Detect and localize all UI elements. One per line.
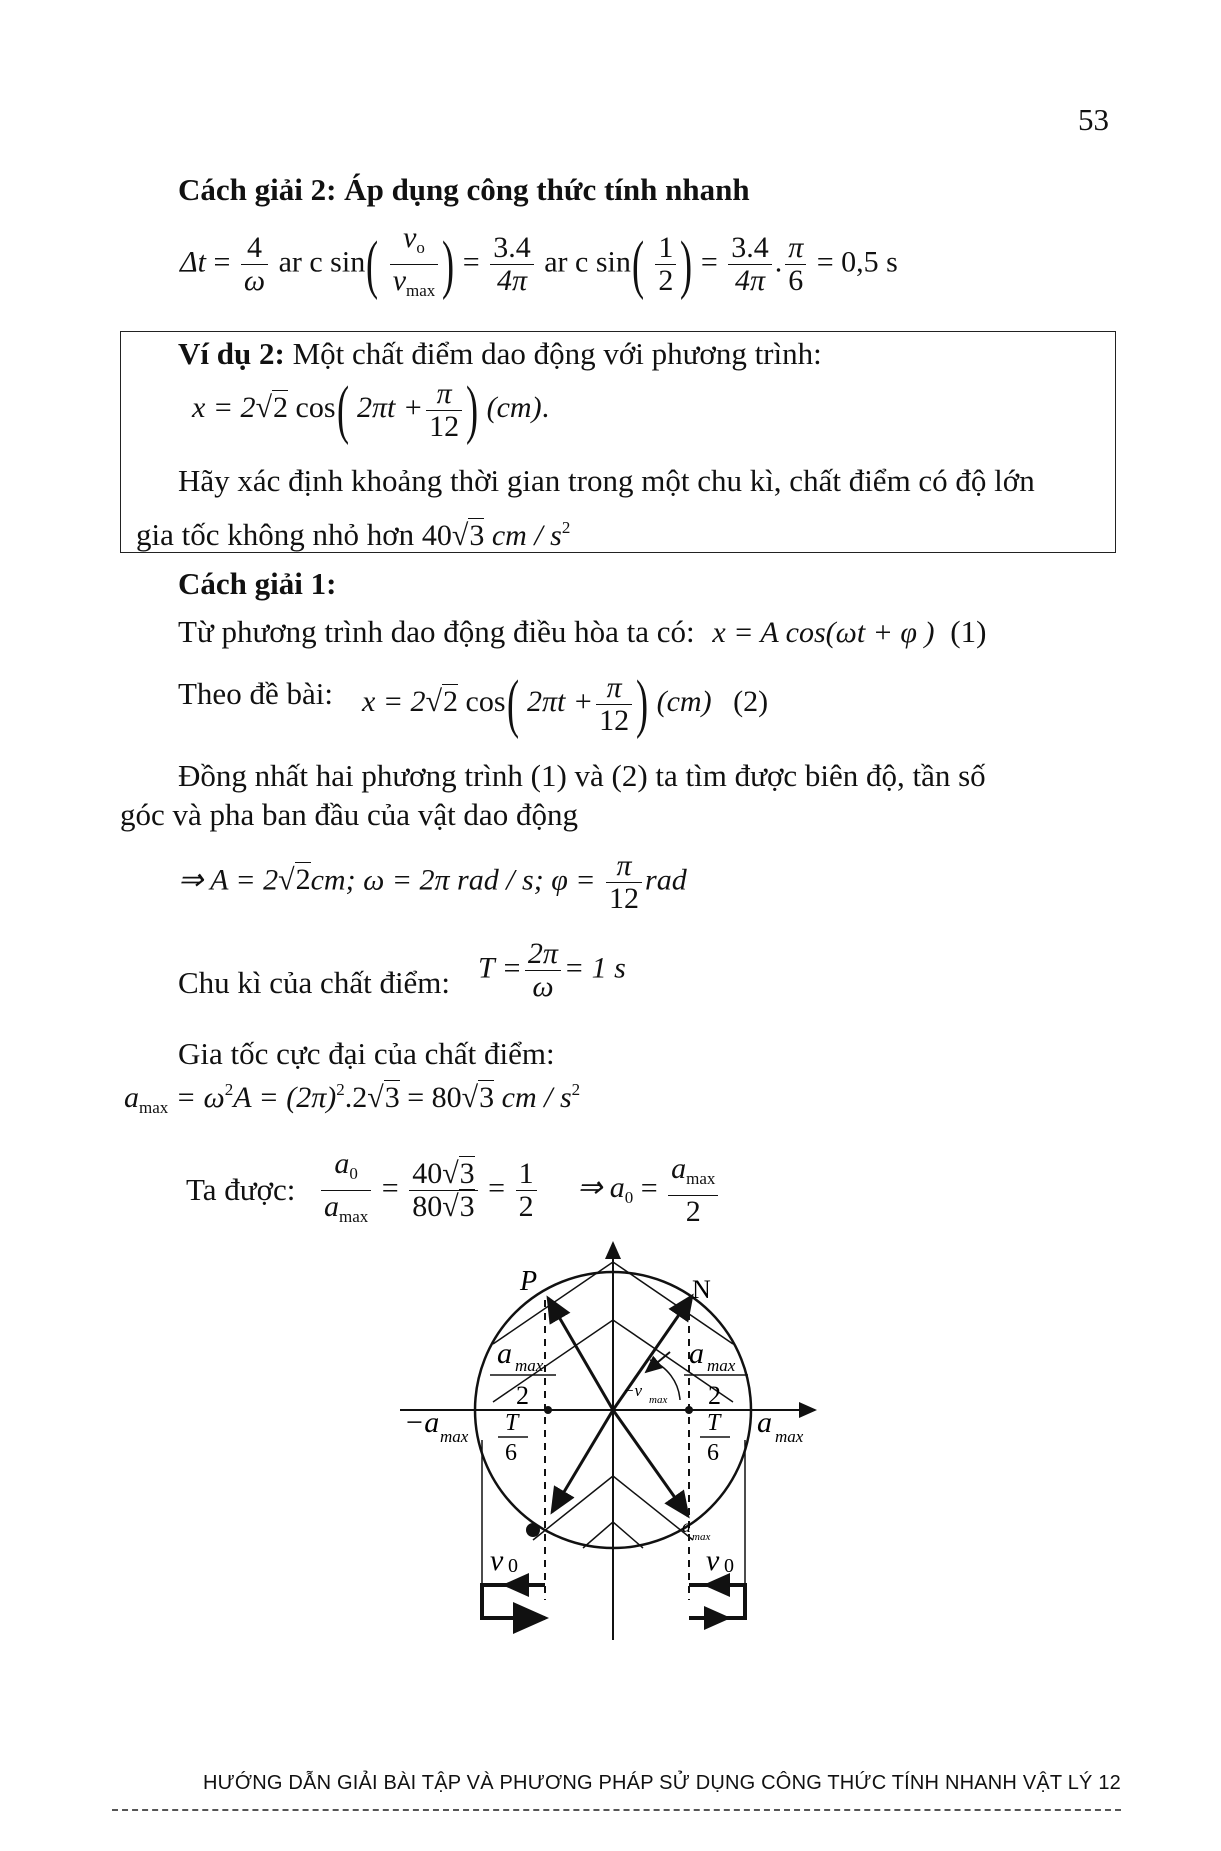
accel-unit: cm / s: [491, 519, 562, 552]
loop-left: [482, 1585, 545, 1618]
period-lhs: T =: [478, 951, 522, 985]
numerator: 1: [516, 1158, 537, 1191]
a-subscript: max: [339, 1207, 369, 1226]
line1-text: Từ phương trình dao động điều hòa ta có:: [178, 614, 695, 649]
unit: (cm): [656, 684, 712, 718]
v-subscript: o: [416, 238, 425, 257]
denominator: 12: [429, 409, 460, 443]
method1-parameters: ⇒ A = 2√2cm; ω = 2π rad / s; φ = $\frac{\pi}{12}$ rad: [178, 849, 687, 915]
harmonic-equation: x = A cos(ωt + φ ): [712, 616, 935, 649]
accel-threshold: 40√3 cm / $s^2$: [421, 518, 571, 552]
amax-unit: cm / s: [501, 1081, 572, 1114]
line2-text: Theo đề bài:: [178, 676, 333, 711]
vector-lower-right: [613, 1410, 688, 1516]
omega-squared: = ω: [175, 1081, 225, 1114]
method1-para-line2: góc và pha ban đầu của vật dao động: [120, 797, 578, 832]
label-v0-right-sub: 0: [724, 1555, 734, 1577]
method1-period-text: Chu kì của chất điểm:: [178, 965, 451, 1000]
unit: (cm): [486, 390, 542, 424]
label-six-left: 6: [505, 1440, 517, 1466]
label-two-left: 2: [516, 1381, 529, 1410]
sqrt-arg: 3: [459, 1190, 475, 1223]
denominator: 12: [609, 882, 640, 915]
label-P: P: [520, 1266, 538, 1297]
denominator: 4π: [734, 264, 765, 297]
method1-ratio-text: Ta được:: [186, 1172, 296, 1207]
paren-close: ): [442, 227, 455, 301]
numerator: 1: [655, 232, 676, 265]
exponent: 2: [224, 1080, 234, 1099]
equals-sign: =: [700, 245, 718, 279]
footer-divider: [112, 1809, 1121, 1811]
omega-and-phi: cm; ω = 2π rad / s; φ =: [310, 863, 596, 897]
numerator: π: [426, 378, 462, 411]
footer-title: HƯỚNG DẪN GIẢI BÀI TẬP VÀ PHƯƠNG PHÁP SỬ DỤNG CÔNG THỨC TÍNH NHANH VẬT LÝ 12: [202, 1772, 1121, 1794]
dot: .: [774, 245, 783, 279]
cos-argument: 2πt +: [357, 390, 424, 424]
denominator: ω: [532, 970, 554, 1003]
example-text: Một chất điểm dao động với phương trình:: [284, 336, 822, 371]
numerator: 3.4: [728, 232, 772, 265]
page-number: 53: [1078, 102, 1109, 137]
sqrt-arg: 2: [443, 684, 459, 718]
exponent: 2: [336, 1080, 345, 1099]
numerator: π: [785, 232, 806, 265]
equation-tag: (1): [950, 614, 987, 649]
label-a-right: a: [689, 1337, 704, 1370]
implies-text: ⇒ a: [577, 1171, 625, 1205]
example2-equation: x = 2√2 cos( 2πt + $\frac{\pi}{12}$ ) (cm).: [192, 373, 550, 446]
paren-close: ): [636, 667, 649, 740]
vector-P: [548, 1298, 613, 1410]
arcsin-function: ar c sin: [278, 245, 366, 279]
method1-amax-formula: $a_{max} = \omega^2A = (2\pi)^2.2√3 = 80√3$ cm / $s^2$: [124, 1080, 581, 1117]
cos-argument: 2πt +: [527, 684, 594, 718]
sqrt-arg: 2: [273, 390, 289, 424]
cos-function: cos: [295, 390, 336, 424]
denominator: 2: [518, 1190, 534, 1223]
coefficient: .2: [344, 1081, 368, 1114]
label-neg-amax-sub: max: [440, 1427, 469, 1446]
paren-close: ): [466, 373, 479, 446]
label-amax: a: [757, 1406, 772, 1439]
sqrt-arg: 3: [459, 1157, 475, 1190]
equals-sign: =: [462, 245, 480, 279]
paren-close: ): [680, 227, 693, 301]
amplitude-lhs: ⇒ A = 2: [178, 863, 279, 897]
label-T-left: T: [505, 1410, 519, 1436]
eq-lhs: x = 2: [362, 684, 426, 718]
a-symbol: a: [334, 1147, 350, 1180]
label-max-left: max: [515, 1356, 544, 1375]
label-max-right: max: [707, 1356, 736, 1375]
a-subscript: max: [139, 1098, 169, 1117]
arcsin-function: ar c sin: [544, 245, 631, 279]
two-pi-squared: A = (2π): [233, 1081, 337, 1114]
example2-question-line1: Hãy xác định khoảng thời gian trong một chu kì, chất điểm có độ lớn: [178, 463, 1035, 498]
loop-right: [689, 1585, 745, 1618]
number: 80: [412, 1190, 443, 1223]
method1-amax-text: Gia tốc cực đại của chất điểm:: [178, 1036, 555, 1071]
paren-open: (: [631, 227, 644, 301]
paren-open: (: [366, 227, 379, 301]
sqrt-arg: 3: [469, 519, 485, 552]
a-symbol: a: [124, 1081, 139, 1114]
v-symbol: v: [392, 264, 407, 297]
accel-exponent: 2: [561, 518, 571, 537]
method1-heading: Cách giải 1:: [178, 566, 337, 601]
period-result: = 1 s: [563, 951, 626, 985]
point-left: [544, 1406, 552, 1414]
v-symbol: v: [403, 221, 417, 254]
delta-t: Δt: [180, 245, 206, 279]
label-v0-left: v: [490, 1544, 504, 1577]
exponent: 2: [571, 1080, 581, 1099]
label-v0-left-sub: 0: [508, 1555, 518, 1577]
label-N: N: [692, 1275, 711, 1304]
a-symbol: a: [324, 1190, 339, 1223]
method2-heading: Cách giải 2: Áp dụng công thức tính nhanh: [178, 172, 750, 207]
a-subscript: 0: [349, 1164, 358, 1183]
denominator: 80√3: [412, 1190, 475, 1223]
equals-sign: =: [381, 1171, 399, 1205]
number: 40: [412, 1157, 443, 1190]
question-text: gia tốc không nhỏ hơn: [136, 517, 415, 552]
numerator: 4: [241, 232, 268, 265]
denominator: ω: [243, 264, 266, 297]
paren-open: (: [506, 667, 519, 740]
a-subscript: 0: [624, 1188, 634, 1208]
numerator: 3.4: [490, 232, 534, 265]
denominator: 4π: [496, 264, 527, 297]
method1-line2-equation: x = 2√2 cos( 2πt + $\frac{\pi}{12}$ ) (cm) (2): [362, 667, 769, 740]
denominator: 6: [788, 264, 804, 297]
numerator: π: [606, 850, 642, 883]
example-label: Ví dụ 2:: [178, 336, 285, 371]
numerator: 2π: [525, 938, 561, 971]
a-subscript: max: [686, 1169, 716, 1188]
paren-open: (: [336, 373, 349, 446]
a-symbol: a: [671, 1152, 687, 1185]
period: .: [541, 390, 550, 424]
equation-tag: (2): [733, 684, 769, 718]
label-neg-amax: −a: [404, 1406, 440, 1439]
equals-sign: =: [213, 245, 231, 279]
vector-lower-left: [552, 1410, 613, 1512]
label-a-left: a: [497, 1337, 512, 1370]
eq-lhs: x = 2: [192, 390, 256, 424]
label-amax-bottom-sub: max: [692, 1531, 711, 1543]
label-neg-v-sub: max: [649, 1394, 668, 1406]
equals-sign: =: [640, 1171, 658, 1205]
label-v0-right: v: [706, 1544, 720, 1577]
point-bottom: [526, 1523, 540, 1537]
accel-number: 40: [421, 519, 452, 552]
denominator: 2: [658, 264, 674, 297]
label-T-right: T: [707, 1410, 721, 1436]
denominator: 12: [599, 703, 630, 737]
point-right: [685, 1406, 693, 1414]
amax-value: = 80: [407, 1081, 462, 1114]
cos-function: cos: [465, 684, 506, 718]
sqrt-arg: 3: [384, 1081, 400, 1114]
result-value: = 0,5 s: [816, 245, 898, 279]
equals-sign: =: [488, 1171, 506, 1205]
denominator: 2: [685, 1195, 701, 1228]
label-neg-v: −v: [623, 1381, 643, 1400]
numerator: 40√3: [409, 1158, 477, 1191]
rad-unit: rad: [645, 863, 687, 897]
label-six-right: 6: [707, 1440, 719, 1466]
label-two-right: 2: [708, 1381, 721, 1410]
sqrt-arg: 2: [295, 863, 311, 897]
label-amax-bottom: a: [682, 1516, 691, 1536]
numerator: π: [596, 672, 632, 705]
method1-para-line1: Đồng nhất hai phương trình (1) và (2) ta tìm được biên độ, tần số: [178, 758, 986, 793]
v-subscript: max: [406, 281, 436, 300]
label-amax-sub: max: [775, 1427, 804, 1446]
sqrt-arg: 3: [479, 1081, 495, 1114]
